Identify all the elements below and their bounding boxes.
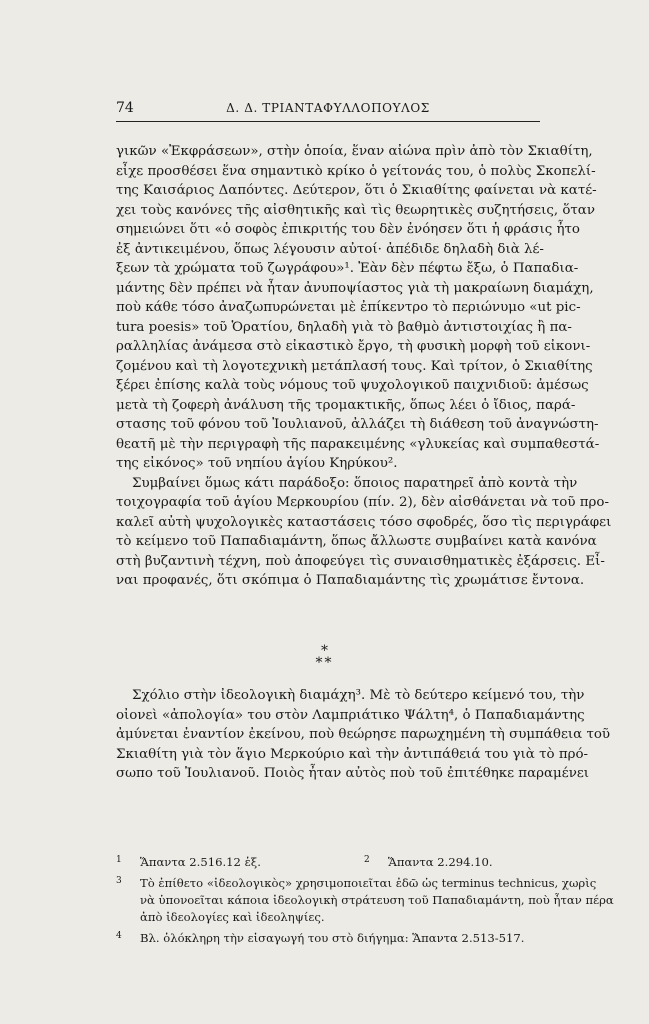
footnote-4	[116, 930, 540, 947]
footnote-text: Τὸ ἐπίθετο «ἰδεολογικὸς» χρησιμοποιεῖται ἐδῶ ὡς terminus technicus, χωρὶς	[140, 876, 597, 890]
footnote-text: Ἅπαντα 2.516.12 ἑξ.	[140, 855, 261, 869]
page-header	[116, 100, 540, 118]
text-line: ραλληλίας ἀνάμεσα στὸ εἰκαστικὸ ἔργο, τὴ φυσικὴ μορφὴ τοῦ εἰκονι-	[116, 339, 591, 354]
text-line: της εἰκόνος» τοῦ νηπίου ἁγίου Κηρύκου².	[116, 456, 398, 471]
page-number: 74	[116, 100, 134, 116]
text-line: μάντης δὲν πρέπει νὰ ἦταν ἀνυποψίαστος γιὰ τὴ μακραίωνη διαμάχη,	[116, 280, 594, 296]
text-line: μετὰ τὴ ζοφερὴ ἀνάλυση τῆς τρομακτικῆς, ὅπως λέει ὁ ἴδιος, παρά-	[116, 397, 576, 413]
main-text-continued	[116, 686, 611, 784]
text-line: τὸ κείμενο τοῦ Παπαδιαμάντη, ὅπως ἄλλωστε συμβαίνει κατὰ κανόνα	[116, 534, 597, 549]
paragraph-2	[116, 474, 612, 591]
text-line: εἶχε προσθέσει ἕνα σημαντικὸ κρίκο ὁ γείτονάς του, ὁ πολὺς Σκοπελί-	[116, 163, 596, 179]
footnote-text: Ἅπαντα 2.294.10.	[388, 855, 493, 869]
text-line: ναι προφανές, ὅτι σκόπιμα ὁ Παπαδιαμάντης τὶς χρωμάτισε ἔντονα.	[116, 573, 585, 588]
text-line: Σκιαθίτη γιὰ τὸν ἅγιο Μερκούριο καὶ τὴν ἀντιπάθειά του γιὰ τὸ πρό-	[116, 746, 589, 762]
text-line: Σχόλιο στὴν ἰδεολογικὴ διαμάχη³. Μὲ τὸ δεύτερο κείμενό του, τὴν	[132, 688, 585, 703]
footnote-2	[364, 854, 493, 871]
footnotes	[116, 854, 614, 947]
text-line: της Καισάριος Δαπόντες. Δεύτερον, ὅτι ὁ Σκιαθίτης φαίνεται νὰ κατέ-	[116, 183, 597, 198]
footnote-marker: 2	[364, 855, 370, 865]
footnote-marker: 4	[116, 931, 122, 941]
footnote-1	[116, 855, 261, 869]
footnote-line: ἀπὸ ἰδεολογίες καὶ ἰδεοληψίες.	[140, 910, 325, 924]
text-line: οἰονεὶ «ἀπολογία» του στὸν Λαμπριάτικο Ψάλτη⁴, ὁ Παπαδιαμάντης	[116, 707, 585, 723]
text-line: γικῶν «Ἐκφράσεων», στὴν ὁποία, ἕναν αἰώνα πρὶν ἀπὸ τὸν Σκιαθίτη,	[116, 144, 593, 159]
footnote-line	[116, 875, 597, 892]
section-asterism	[0, 645, 649, 669]
asterism-top: *	[321, 643, 328, 659]
text-line: στασης τοῦ φόνου τοῦ Ἰουλιανοῦ, ἀλλάζει τὴ διάθεση τοῦ ἀναγνώστη-	[116, 417, 599, 432]
text-line: ποὺ κάθε τόσο ἀναζωπυρώνεται μὲ ἐπίκεντρο τὸ περιώνυμο «ut pic-	[116, 300, 581, 315]
footnote-marker: 3	[116, 876, 122, 886]
footnote-3	[116, 875, 614, 926]
header-rule	[116, 121, 540, 122]
paragraph-3	[116, 686, 611, 784]
footnote-text: Βλ. ὁλόκληρη τὴν εἰσαγωγή του στὸ διήγημα: Ἅπαντα 2.513-517.	[140, 931, 525, 945]
footnote-marker: 1	[116, 855, 122, 865]
text-line: tura poesis» τοῦ Ὁρατίου, δηλαδὴ γιὰ τὸ βαθμὸ ἀντιστοιχίας ἢ πα-	[116, 319, 572, 335]
running-head: Δ. Δ. ΤΡΙΑΝΤΑΦΥΛΛΟΠΟΥΛΟΣ	[226, 101, 430, 115]
text-line: τοιχογραφία τοῦ ἁγίου Μερκουρίου (πίν. 2), δὲν αἰσθάνεται νὰ τοῦ προ-	[116, 495, 610, 510]
footnote-row	[116, 854, 540, 871]
paragraph-1	[116, 142, 600, 474]
text-line: σωπο τοῦ Ἰουλιανοῦ. Ποιὸς ἦταν αὐτὸς ποὺ τοῦ ἐπιτέθηκε παραμένει	[116, 766, 590, 781]
text-line: στὴ βυζαντινὴ τέχνη, ποὺ ἀποφεύγει τὶς συναισθηματικὲς ἐξάρσεις. Εἶ-	[116, 553, 605, 569]
text-line: χει τοὺς κανόνες τῆς αἰσθητικῆς καὶ τὶς θεωρητικὲς συζητήσεις, ὅταν	[116, 202, 595, 218]
text-line: καλεῖ αὐτὴ ψυχολογικὲς καταστάσεις τόσο σφοδρές, ὅσο τὶς περιγράφει	[116, 514, 612, 530]
main-text	[116, 142, 612, 591]
text-line: θεατῆ μὲ τὴν περιγραφὴ τῆς παρακειμένης «γλυκείας καὶ συμπαθεστά-	[116, 436, 600, 452]
text-line: Συμβαίνει ὅμως κάτι παράδοξο: ὅποιος παρατηρεῖ ἀπὸ κοντὰ τὴν	[132, 475, 578, 491]
text-line: ξεων τὰ χρώματα τοῦ ζωγράφου»¹. Ἐὰν δὲν πέφτω ἔξω, ὁ Παπαδια-	[116, 261, 579, 276]
text-line: ξέρει ἐπίσης καλὰ τοὺς νόμους τοῦ ψυχολογικοῦ παιχνιδιοῦ: ἀμέσως	[116, 378, 589, 393]
text-line: ἐξ ἀντικειμένου, ὅπως λέγουσιν αὐτοί· ἀπέδιδε δηλαδὴ διὰ λέ-	[116, 241, 544, 257]
text-line: σημειώνει ὅτι «ὁ σοφὸς ἐπικριτής του δὲν ἐνόησεν ὅτι ἡ φράσις ἦτο	[116, 222, 580, 237]
footnote-line: νὰ ὑπονοεῖται κάποια ἰδεολογικὴ στράτευση τοῦ Παπαδιαμάντη, ποὺ ἦταν πέρα	[140, 893, 614, 907]
text-line: ζομένου καὶ τὴ λογοτεχνικὴ μετάπλασή τους. Καὶ τρίτον, ὁ Σκιαθίτης	[116, 358, 593, 374]
text-line: ἀμύνεται ἐναντίον ἐκείνου, ποὺ θεώρησε παρωχημένη τὴ συμπάθεια τοῦ	[116, 727, 611, 742]
asterism-bottom: **	[315, 655, 334, 671]
